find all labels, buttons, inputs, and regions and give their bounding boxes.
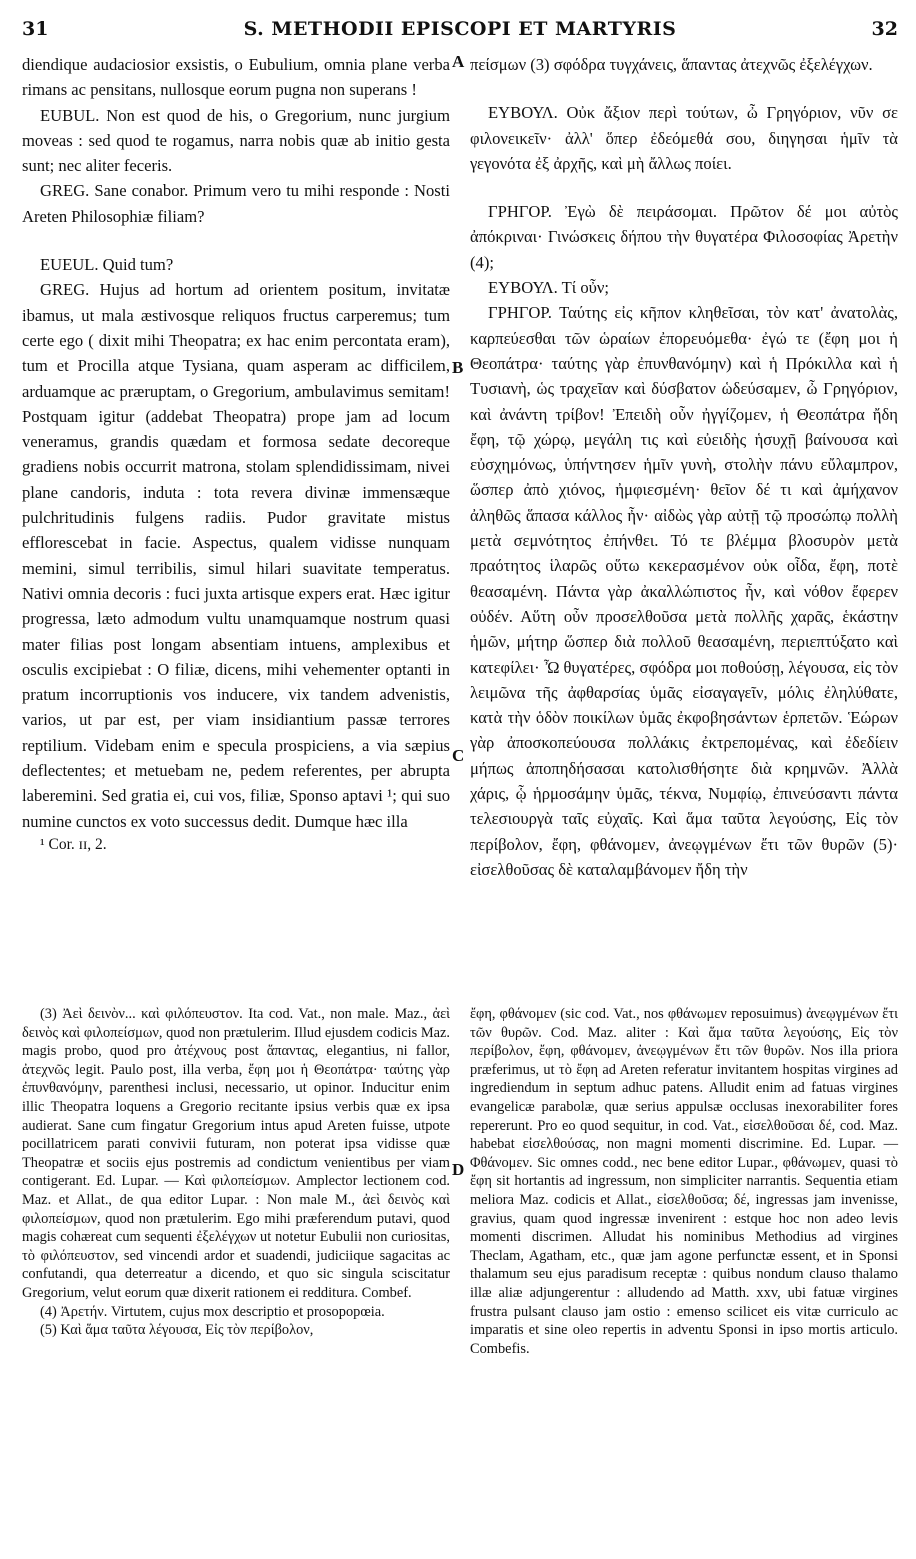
latin-column: [22, 52, 450, 856]
latin-paragraph: diendique audaciosior exsistis, o Eubulium, omnia plane verba rimans ac pensitans, nullosque eorum pugna non superans !: [22, 55, 450, 100]
page-number-right: 32: [871, 18, 898, 40]
greek-paragraph: ΓΡΗΓΟΡ. Ταύτης εἰς κῆπον κληθεῖσαι, τὸν κατ' ἀνατολὰς, καρπεύεσθαι τῶν ὡραίων ἐπορευόμεθα· ἐγώ τε (ἔφη μοι ἡ Θεοπάτρα· ταύτης γὰρ ἐπυνθανόμην) καὶ ἡ Πρόκιλλα καὶ ἡ Τυσιανὴ, ὡς τραχεῖαν καὶ δύσβατον ὡδεύσαμεν, ὦ Γρηγόριον, καὶ ἀνάντη τρίβον! Ἐπειδὴ οὖν ἠγγίζομεν, ἡ Θεοπάτρα ἤδη ἔφη, τῷ χώρῳ, μεγάλη τις καὶ εὐειδὴς ἡσυχῇ βαίνουσα καὶ εὐσχημόνως, ὑπήντησεν ἡμῖν γυνὴ, στολὴν πάνυ εὔλαμπρον, ὥσπερ ἀπὸ χιόνος, ἠμφιεσμένη· θεῖον δέ τι καὶ ἀμήχανον ἀληθῶς ἅπασα κάλλος ἦν· αἰδὼς γὰρ αὐτῇ τῷ προσώπῳ πολλὴ μετὰ σεμνότητος ἐπήνθει. Τό τε βλέμμα βλοσυρὸν μετὰ πραότητος ἱλαρῶς οὕτω κεκερασμένον οὐκ οἶδα, ἔφη, ποτὲ θεασαμένη. Πάντα γὰρ ἀκαλλώπιστος ἦν, καὶ νόθον ἔφερεν οὐδέν. Αὕτη οὖν προσελθοῦσα μετὰ πολλῆς χαρᾶς, ἑκάστην ἡμῶν, μήτηρ ὥσπερ διὰ πολλοῦ θεασαμένη, περιεπτύξατο καὶ κατεφίλει· Ὦ θυγατέρες, σφόδρα μοι ποθούσῃ, λέγουσα, εἰς τὸν λειμῶνα τῆς ἀφθαρσίας ὑμᾶς εἰσαγαγεῖν, μόλις ἐληλύθατε, κατὰ τὴν ὁδὸν ποικίλων ὑμᾶς ἐκφοβησάντων ἑρπετῶν. Ἑώρων γὰρ ἀποσκοπεύουσα πολλάκις ἐκτρεπομένας, καὶ ἐδεδίειν μήπως ἀποπηδήσασαι κατολισθήσητε διὰ κρημνῶν. Ἀλλὰ χάρις, ᾧ ἡρμοσάμην ὑμᾶς, τέκνα, Νυμφίῳ, ἐπινεύσαντι πάντα τελεσιουργὰ ταῖς εὐχαῖς. Καὶ ἅμα ταῦτα λεγούσης, Εἰς τὸν περίβολον, ἔφη, φθάνομεν, ἀνεῳγμένων ἔτι τῶν θυρῶν (5)· εἰσελθοῦσας δὲ καταλαμβάνομεν ἤδη τὴν: [470, 303, 898, 879]
spacer: [470, 176, 898, 199]
footnote: (5) Καὶ ἅμα ταῦτα λέγουσα, Εἰς τὸν περίβολον,: [40, 1322, 314, 1339]
margin-marker-c: C: [452, 746, 465, 765]
margin-marker-a: A: [452, 52, 465, 71]
footnote: (3) Ἀεὶ δεινὸν... καὶ φιλόπευστον. Ita cod. Vat., non male. Maz., ἀεὶ δεινὸς καὶ φιλοπείσμων, quod non prætulerim. Illud ejusdem codicis Maz. magis probo, quod pro ἀτέχνους post ἅπαντας, elegantius, ni fallor, ἀτεχνῶς legit. Paulo post, illa verba, ἔφη μοι ἡ Θεοπάτρα· ταύτης γὰρ ἐπυνθανόμην, parenthesi inclusi, necessario, ut opinor. Inducitur enim illic Theopatra loquens a Gregorio recitante ipsius verbis quæ ex ipsa audierat. Sane cum fingatur Gregorium intus apud Areten fuisse, utpote pocillatricem parati convivii futuram, non poterat ipsa vidisse quæ Theopatræ et sociis ejus postremis ad condictum venientibus per viam contigerant. Ed. Lupar. — Καὶ φιλοπείσμων. Amplector lectionem cod. Maz. et Allat., de qua editor Lupar. : Non male M., ἀεὶ δεινὸς καὶ φιλοπείσμων, quod non prætulerim. Ego mihi præferendum putavi, quod magis cohæreat cum sequenti ἐξελέγχων ut notetur Eubulii non curiositas, τὸ φιλόπευστον, sed vincendi ardor et suadendi, judiciique sagacitas ac confutandi, qua deterreatur a dicendo, et quo sic singula sciscitatur Gregorium, velut eorum quæ dixerit rationem ei redditura. Combef.: [22, 1006, 450, 1301]
spacer: [22, 229, 450, 252]
greek-paragraph: ΕΥΒΟΥΛ. Τί οὖν;: [488, 278, 610, 298]
greek-paragraph: ΕΥΒΟΥΛ. Οὐκ ἄξιον περὶ τούτων, ὦ Γρηγόριον, νῦν σε φιλονεικεῖν· ἀλλ' ὅπερ ἐδεόμεθά σου, διηγησαι ἡμῖν τὰ γεγονότα ἐξ ἀρχῆς, καὶ μὴ ἄλλως ποίει.: [470, 103, 898, 173]
spacer: [470, 77, 898, 100]
latin-paragraph: GREG. Hujus ad hortum ad orientem positum, invitatæ ibamus, ut mala æstivosque reliquos fructus carperemus; tum certe ego ( dixit mihi Theopatra; ex hac enim percontata eram), tum et Procilla atque Tysiana, quam asperam ac difficilem, arduamque ac præruptam, o Gregorium, ambulavimus semitam! Postquam igitur (addebat Theopatra) prope jam ad locum veneramus, grandis quædam et formosa sedate decoreque gradiens nobis occurrit matrona, stolam splendidissimam, nivei plane candoris, induta : tota revera divinæ immensæque pulchritudinis fulgens radiis. Pudor gravitate mistus efflorescebat in facie. Aspectus, qualem vidisse nunquam memini, simul terribilis, simul hilari suavitate temperatus. Nativi omnia decoris : fuci juxta artisque expers erat. Hæc igitur progressa, læto admodum vultu unamquamque nostrum quasi mater filias post longam absentiam intuens, amplexibus et osculis excipiebat : O filiæ, dicens, mihi vehementer optanti in pratum incorruptionis vos inducere, vix tandem advenistis, varios, ut par est, per viam insidiantium passæ terrores reptilium. Videbam enim e specula prospiciens, ⁠a via sæpius deflectentes; et metuebam ne, pedem referentes, per abrupta laberemini. Sed gratia ei, cui vos, filiæ, Sponso aptavi ¹; qui suo numine cunctos ex voto successus dedit. Dumque hæc illa: [22, 280, 450, 831]
latin-paragraph: EUBUL. Non est quod de his, o Gregorium, nunc jurgium moveas : sed quod te rogamus, narra nobis quæ ab initio gesta sunt; nec aliter feceris.: [22, 105, 450, 176]
margin-marker-b: B: [452, 358, 464, 377]
latin-paragraph: GREG. Sane conabor. Primum vero tu mihi responde : Nosti Areten Philosophiæ filiam?: [22, 181, 450, 226]
running-title: S. METHODII EPISCOPI ET MARTYRIS: [243, 18, 677, 40]
notes-column-left: [22, 1005, 450, 1340]
notes-column-right: [470, 1005, 898, 1358]
latin-footnote: ¹ Cor. ɪɪ, 2.: [40, 835, 107, 853]
running-header: [22, 18, 898, 48]
greek-paragraph: πείσμων (3) σφόδρα τυγχάνεις, ἅπαντας ἀτεχνῶς ἐξελέγχων.: [470, 55, 873, 74]
latin-paragraph: EUEUL. Quid tum?: [40, 255, 174, 275]
greek-paragraph: ΓΡΗΓΟΡ. Ἐγὼ δὲ πειράσομαι. Πρῶτον δέ μοι αὐτὸς ἀπόκριναι· Γινώσκεις δήπου τὴν θυγατέρα Φιλοσοφίας Ἀρετὴν (4);: [470, 202, 898, 272]
footnote-continuation: ἔφη, φθάνομεν (sic cod. Vat., nos φθάνωμεν reposuimus) ἀνεῳγμένων ἔτι τῶν θυρῶν. Cod. Maz. aliter : Καὶ ἅμα ταῦτα λεγούσης, Εἰς τὸν περίβολον, ἔφη, φθάνομεν, ἀνεῳγμένων ἔτι τῶν θυρῶν. Nos illa priora præferimus, ut τὸ ἔφη ad Areten referatur invitantem hospitas virgines ad ingrediendum in septum adhuc patens. Alludit enim ad fatuas virgines evangelicæ parabolæ, quæ serius appulsæ occlusas inexorabiliter fores repererunt. Pro eo quod sequitur, in cod. Vat., εἰσελθοῦσαι δέ, cod. Maz. habebat εἰσελθούσας, non magni momenti discrimine. Ed. Lupar. — Φθάνομεν. Sic omnes codd., nec bene editor Lupar., φθάνωμεν, quasi τὸ ἔφη sit hortantis ad ingressum, non simpliciter narrantis. Sequentia etiam meliora Maz. codicis et Allat., εἰσελθοῦσα; δέ, ingressas jam invenisse, gravius, quam quod ingressæ invenirent : estque hoc non adeo levis momenti discrimen. Alludat his nominibus Methodius ad virgines Theclam, Agatham, etc., quæ jam agone perfunctæ essent, et in Sponsi thalamum seu ejus paradisum receptæ : quibus nondum clauso thalamo illæ aliæ adjungerentur : alludendo ad Matth. xxv, ubi fatuæ virgines frustra pulsant clauso jam ostio : emenso scilicet eis vitæ curriculo ac imparatis et sine oleo repertis in adventu Sponsi in ipso mortis articulo. Combefis.: [470, 1006, 898, 1357]
footnote: (4) Ἀρετήν. Virtutem, cujus mox descriptio et prosopopœia.: [40, 1303, 385, 1320]
greek-column: [470, 52, 898, 882]
page-number-left: 31: [22, 18, 49, 40]
margin-marker-d: D: [452, 1160, 465, 1179]
